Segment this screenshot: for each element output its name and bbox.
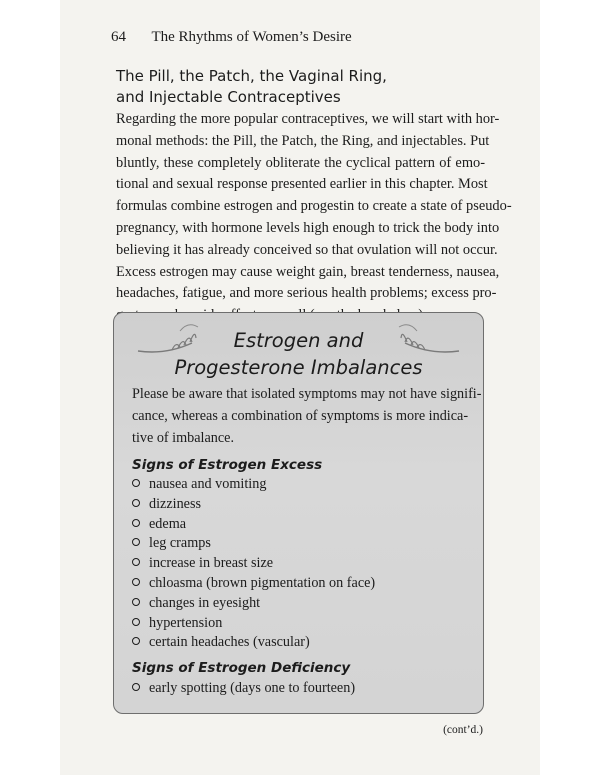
- intro-line: cance, whereas a combination of symptoms is more indica-: [132, 408, 469, 424]
- body-line: monal methods: the Pill, the Patch, the Ring, and injectables. Put: [116, 132, 490, 149]
- list-item-text: dizziness: [149, 495, 202, 512]
- excess-heading: Signs of Estrogen Excess: [132, 457, 323, 473]
- box-intro: [132, 383, 482, 449]
- list-item-text: nausea and vomiting: [149, 476, 267, 492]
- list-item-text: changes in eyesight: [149, 594, 261, 611]
- section-title: [116, 66, 486, 108]
- list-item-text: leg cramps: [149, 535, 211, 552]
- box-title-line: Estrogen and: [233, 329, 364, 352]
- section-title-line: The Pill, the Patch, the Vaginal Ring,: [116, 67, 387, 85]
- body-line: headaches, fatigue, and more serious health problems; excess pro-: [116, 285, 497, 302]
- list-item: [132, 554, 375, 574]
- section-title-line: and Injectable Contraceptives: [116, 88, 341, 106]
- continued-note: (cont’d.): [443, 724, 483, 736]
- deficiency-heading: Signs of Estrogen Deficiency: [132, 660, 351, 676]
- bullet-icon: [132, 578, 140, 586]
- body-line: tional and sexual response presented earlier in this chapter. Most: [116, 176, 488, 193]
- bullet-icon: [132, 479, 140, 487]
- page-number: 64: [111, 29, 126, 45]
- list-item: [132, 633, 375, 653]
- list-item: [132, 679, 355, 699]
- list-item: [132, 495, 375, 515]
- list-item-text: edema: [149, 515, 187, 532]
- bullet-icon: [132, 598, 140, 606]
- bullet-icon: [132, 538, 140, 546]
- list-item: [132, 515, 375, 535]
- list-item: [132, 574, 375, 594]
- bullet-icon: [132, 499, 140, 507]
- list-item-text: certain headaches (vascular): [149, 634, 310, 651]
- deficiency-list: [132, 679, 355, 699]
- list-item: [132, 475, 375, 495]
- bullet-icon: [132, 558, 140, 566]
- bullet-icon: [132, 683, 140, 691]
- running-header: [111, 29, 352, 46]
- body-line: bluntly, these completely obliterate the cyclical pattern of emo-: [116, 154, 485, 171]
- list-item-text: increase in breast size: [149, 555, 274, 572]
- bullet-icon: [132, 519, 140, 527]
- imbalance-sidebar-box: [113, 312, 484, 714]
- intro-line: Please be aware that isolated symptoms may not have signifi-: [132, 386, 482, 402]
- list-item-text: chloasma (brown pigmentation on face): [149, 574, 376, 591]
- body-line: pregnancy, with hormone levels high enough to trick the body into: [116, 219, 500, 236]
- body-line: Excess estrogen may cause weight gain, breast tenderness, nausea,: [116, 263, 500, 280]
- body-line: formulas combine estrogen and progestin to create a state of pseudo-: [116, 198, 512, 215]
- excess-list: [132, 475, 375, 653]
- list-item: [132, 594, 375, 614]
- box-title: [114, 327, 483, 381]
- list-item-text: hypertension: [149, 614, 223, 631]
- bullet-icon: [132, 637, 140, 645]
- body-line: Regarding the more popular contraceptives, we will start with hor-: [116, 111, 500, 127]
- body-line: believing it has already conceived so that ovulation will not occur.: [116, 241, 498, 258]
- box-title-line: Progesterone Imbalances: [174, 356, 423, 379]
- bullet-icon: [132, 618, 140, 626]
- intro-line: tive of imbalance.: [132, 430, 235, 446]
- body-paragraph: [116, 109, 512, 327]
- list-item-text: early spotting (days one to fourteen): [149, 680, 356, 696]
- list-item: [132, 614, 375, 634]
- running-title: The Rhythms of Women’s Desire: [151, 29, 352, 45]
- list-item: [132, 534, 375, 554]
